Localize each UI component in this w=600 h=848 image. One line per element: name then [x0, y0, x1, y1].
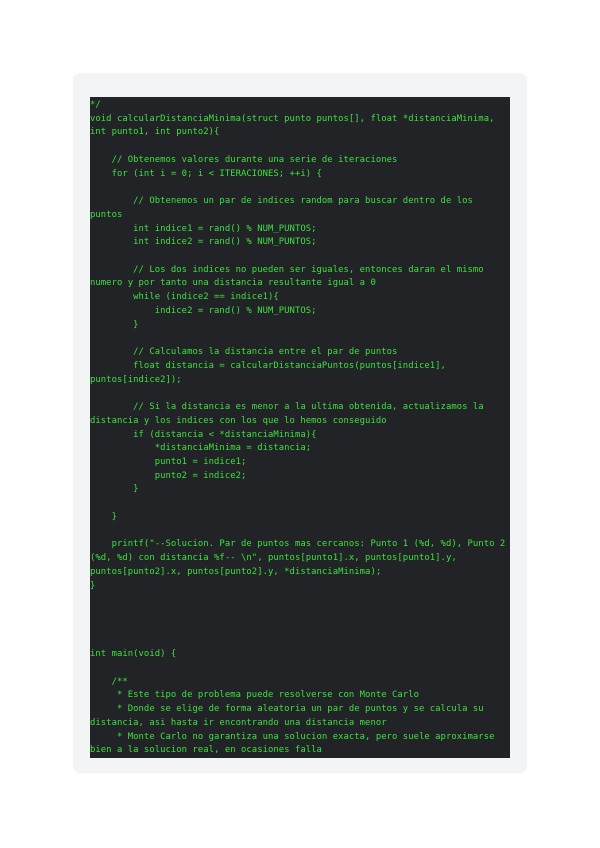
- code-line: [90, 140, 510, 153]
- code-line: [90, 387, 510, 400]
- code-line: float distancia = calcularDistanciaPuntos(puntos[indice1],: [90, 360, 446, 371]
- code-line: }: [90, 511, 117, 522]
- code-line: punto1 = indice1;: [90, 456, 247, 467]
- code-line: }: [90, 319, 139, 330]
- code-line: while (indice2 == indice1){: [90, 292, 279, 303]
- code-line: [90, 621, 510, 634]
- code-line: * Monte Carlo no garantiza una solucion exacta, pero suele aproximarse: [90, 731, 495, 742]
- code-line: // Si la distancia es menor a la ultima obtenida, actualizamos la: [90, 402, 484, 413]
- code-line: puntos[punto2].x, puntos[punto2].y, *distanciaMinima);: [90, 566, 382, 577]
- code-line: [90, 593, 510, 606]
- code-line: distancia, asi hasta ir encontrando una distancia menor: [90, 717, 387, 728]
- code-line: * Este tipo de problema puede resolverse con Monte Carlo: [90, 690, 419, 701]
- code-line: *distanciaMinima = distancia;: [90, 443, 312, 454]
- code-line: for (int i = 0; i < ITERACIONES; ++i) {: [90, 168, 322, 179]
- code-line: void calcularDistanciaMinima(struct punto puntos[], float *distanciaMinima,: [90, 113, 495, 124]
- code-line: int punto1, int punto2){: [90, 127, 220, 138]
- code-line: int main(void) {: [90, 649, 177, 660]
- code-line: [90, 662, 510, 675]
- code-line: // Los dos indices no pueden ser iguales, entonces daran el mismo: [90, 264, 484, 275]
- code-line: [90, 525, 510, 538]
- code-line: * Donde se elige de forma aleatoria un par de puntos y se calcula su: [90, 704, 484, 715]
- code-line: (%d, %d) con distancia %f-- \n", puntos[punto1].x, puntos[punto1].y,: [90, 553, 457, 564]
- code-line: numero y por tanto una distancia resultante igual a 0: [90, 278, 376, 289]
- code-line: int indice2 = rand() % NUM_PUNTOS;: [90, 237, 317, 248]
- code-line: }: [90, 484, 139, 495]
- code-line: [90, 332, 510, 345]
- code-line: [90, 181, 510, 194]
- code-line: // Obtenemos valores durante una serie de iteraciones: [90, 154, 398, 165]
- code-line: */: [90, 100, 101, 110]
- code-line: if (distancia < *distanciaMinima){: [90, 429, 317, 440]
- code-line: puntos: [90, 209, 123, 220]
- code-line: puntos[indice2]);: [90, 374, 182, 385]
- code-line: }: [90, 580, 96, 591]
- code-line: // Obtenemos un par de indices random para buscar dentro de los: [90, 196, 473, 207]
- code-line: [90, 607, 510, 620]
- code-line: [90, 634, 510, 647]
- code-line: bien a la solucion real, en ocasiones falla: [90, 745, 322, 756]
- code-line: int indice1 = rand() % NUM_PUNTOS;: [90, 223, 317, 234]
- code-line: punto2 = indice2;: [90, 470, 247, 481]
- code-line: distancia y los indices con los que lo hemos conseguido: [90, 415, 387, 426]
- code-line: [90, 250, 510, 263]
- code-line: /**: [90, 676, 128, 687]
- code-line: indice2 = rand() % NUM_PUNTOS;: [90, 305, 317, 316]
- code-line: printf("--Solucion. Par de puntos mas cercanos: Punto 1 (%d, %d), Punto 2: [90, 539, 506, 550]
- code-line: [90, 497, 510, 510]
- code-block: [90, 97, 510, 758]
- code-line: // Calculamos la distancia entre el par de puntos: [90, 347, 398, 358]
